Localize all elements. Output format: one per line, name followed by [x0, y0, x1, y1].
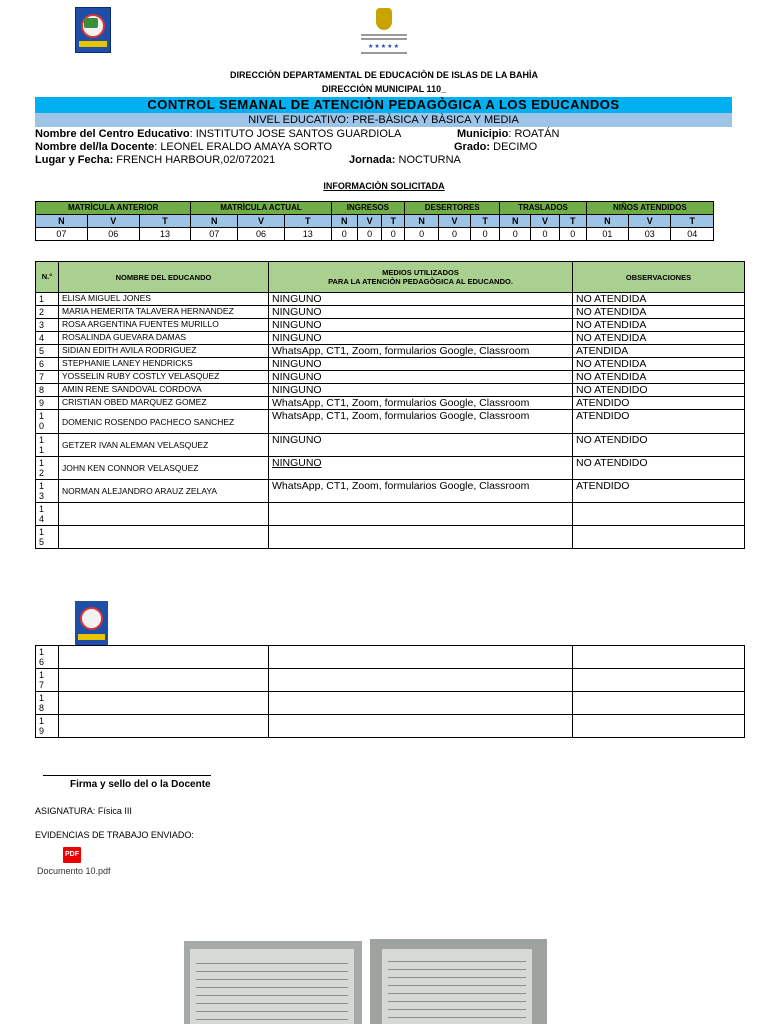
cell-med	[269, 692, 573, 715]
table-row	[36, 715, 745, 738]
lugar-line	[35, 154, 275, 167]
cell-name: GETZER IVAN ALEMAN VELASQUEZ	[59, 434, 269, 457]
grado-value: DECIMO	[490, 141, 538, 153]
stats-category: DESERTORES	[405, 202, 500, 215]
table-row	[36, 480, 745, 503]
left-emblem-logo	[75, 7, 111, 53]
students-table-header	[36, 262, 745, 293]
cell-num: 8	[36, 384, 59, 397]
stats-category: MATRÌCULA ANTERIOR	[36, 202, 191, 215]
signature-label: Firma y sello del o la Docente	[70, 779, 211, 790]
jornada-line	[349, 154, 461, 167]
stats-value: 0	[439, 228, 471, 241]
education-level: NIVEL EDUCATIVO: PRE-BÀSICA Y BÀSICA Y MEDIA	[35, 113, 732, 127]
table-row	[36, 293, 745, 306]
stats-subheader: V	[87, 215, 139, 228]
cell-num: 1 2	[36, 457, 59, 480]
cell-med	[269, 715, 573, 738]
cell-name	[59, 715, 269, 738]
table-row	[36, 669, 745, 692]
table-row	[36, 358, 745, 371]
cell-name: JOHN KEN CONNOR VELASQUEZ	[59, 457, 269, 480]
stats-value: 03	[629, 228, 671, 241]
table-row	[36, 397, 745, 410]
stats-subheader: V	[357, 215, 382, 228]
stats-subheader: N	[586, 215, 628, 228]
grado-label: Grado:	[454, 141, 491, 153]
signature-line	[43, 775, 211, 776]
table-row	[36, 319, 745, 332]
centro-line	[35, 128, 401, 141]
jornada-label: Jornada:	[349, 154, 396, 166]
cell-name: ELISA MIGUEL JONES	[59, 293, 269, 306]
cell-obs: NO ATENDIDA	[573, 371, 745, 384]
cell-name	[59, 692, 269, 715]
stats-value: 0	[331, 228, 357, 241]
cell-obs	[573, 646, 745, 669]
stats-value: 0	[470, 228, 499, 241]
municipio-line	[457, 128, 559, 141]
secretaria-seal-logo: ★★★★★	[339, 6, 429, 58]
cell-obs: ATENDIDO	[573, 410, 745, 434]
evidencias-text: EVIDENCIAS DE TRABAJO ENVIADO:	[35, 830, 194, 840]
cell-obs	[573, 715, 745, 738]
stats-subheader: N	[405, 215, 439, 228]
cell-name: STEPHANIE LANEY HENDRICKS	[59, 358, 269, 371]
cell-name	[59, 526, 269, 549]
stats-subheader: T	[559, 215, 586, 228]
cell-name: NORMAN ALEJANDRO ARAUZ ZELAYA	[59, 480, 269, 503]
pdf-filename[interactable]: Documento 10.pdf	[37, 866, 111, 876]
municipio-label: Municipio	[457, 128, 509, 140]
students-table	[35, 261, 745, 549]
table-row	[36, 371, 745, 384]
medios-header-line2: PARA LA ATENCIÒN PEDAGÒGICA AL EDUCANDO.	[328, 277, 513, 286]
cell-obs: NO ATENDIDA	[573, 319, 745, 332]
table-row	[36, 646, 745, 669]
cell-medios	[269, 526, 573, 549]
stats-value: 06	[87, 228, 139, 241]
cell-num: 1 9	[36, 715, 59, 738]
stats-value: 13	[139, 228, 191, 241]
stats-value: 07	[36, 228, 88, 241]
docente-value: : LEONEL ERALDO AMAYA SORTO	[154, 141, 333, 153]
cell-medios: NINGUNO	[269, 306, 573, 319]
cell-obs	[573, 503, 745, 526]
stats-subheader: T	[139, 215, 191, 228]
cell-med	[269, 646, 573, 669]
stats-nvt-row	[36, 215, 714, 228]
stats-value: 07	[191, 228, 238, 241]
stats-subheader: N	[36, 215, 88, 228]
col-name-header: NOMBRE DEL EDUCANDO	[59, 262, 269, 293]
docente-line	[35, 141, 332, 154]
cell-num: 1 0	[36, 410, 59, 434]
stats-value: 0	[559, 228, 586, 241]
cell-num: 1	[36, 293, 59, 306]
department-heading: DIRECCIÒN DEPARTAMENTAL DE EDUCACIÒN DE ISLAS DE LA BAHÌA	[229, 70, 538, 80]
stats-value: 0	[531, 228, 560, 241]
cell-medios: NINGUNO	[269, 358, 573, 371]
centro-value: : INSTITUTO JOSE SANTOS GUARDIOLA	[189, 128, 402, 140]
municipal-heading: DIRECCIÒN MUNICIPAL 110_	[321, 84, 447, 94]
cell-medios: WhatsApp, CT1, Zoom, formularios Google, Classroom	[269, 410, 573, 434]
cell-obs: ATENDIDO	[573, 397, 745, 410]
table-row	[36, 410, 745, 434]
table-row	[36, 434, 745, 457]
cell-name: ROSALINDA GUEVARA DAMAS	[59, 332, 269, 345]
cell-obs: NO ATENDIDA	[573, 358, 745, 371]
stats-subheader: T	[470, 215, 499, 228]
cell-medios: WhatsApp, CT1, Zoom, formularios Google, Classroom	[269, 397, 573, 410]
cell-num: 1 5	[36, 526, 59, 549]
stats-category: INGRESOS	[331, 202, 405, 215]
centro-label: Nombre del Centro Educativo	[35, 128, 190, 140]
col-num-header: N.°	[36, 262, 59, 293]
stats-subheader: N	[191, 215, 238, 228]
cell-name: ROSA ARGENTINA FUENTES MURILLO	[59, 319, 269, 332]
cell-medios: NINGUNO	[269, 457, 573, 480]
evidence-photo-1	[184, 941, 362, 1024]
cell-num: 1 8	[36, 692, 59, 715]
col-medios-header	[269, 262, 573, 293]
jornada-value: NOCTURNA	[395, 154, 461, 166]
cell-num: 1 1	[36, 434, 59, 457]
cell-medios: NINGUNO	[269, 332, 573, 345]
pdf-icon[interactable]: PDF	[63, 847, 81, 863]
students-table-continued	[35, 645, 745, 738]
cell-medios: NINGUNO	[269, 319, 573, 332]
municipio-value: : ROATÁN	[508, 128, 560, 140]
cell-medios: WhatsApp, CT1, Zoom, formularios Google, Classroom	[269, 480, 573, 503]
stats-subheader: V	[439, 215, 471, 228]
cell-name: YOSSELIN RUBY COSTLY VELASQUEZ	[59, 371, 269, 384]
stats-category: NIÑOS ATENDIDOS	[586, 202, 713, 215]
stats-category-row	[36, 202, 714, 215]
stats-value: 0	[357, 228, 382, 241]
cell-med	[269, 669, 573, 692]
stats-subheader: T	[284, 215, 331, 228]
table-row	[36, 332, 745, 345]
stats-subheader: T	[382, 215, 405, 228]
cell-obs: NO ATENDIDA	[573, 332, 745, 345]
stats-value: 0	[500, 228, 531, 241]
cell-num: 1 6	[36, 646, 59, 669]
cell-name: MARIA HEMERITA TALAVERA HERNANDEZ	[59, 306, 269, 319]
stats-category: MATRÌCULA ACTUAL	[191, 202, 331, 215]
docente-label: Nombre del/la Docente	[35, 141, 155, 153]
cell-num: 6	[36, 358, 59, 371]
cell-obs	[573, 669, 745, 692]
cell-name	[59, 646, 269, 669]
cell-num: 1 4	[36, 503, 59, 526]
enrollment-stats-table	[35, 201, 714, 241]
cell-medios: NINGUNO	[269, 434, 573, 457]
emblem-logo-page2	[75, 601, 108, 645]
cell-obs: NO ATENDIDA	[573, 306, 745, 319]
cell-num: 5	[36, 345, 59, 358]
cell-obs: NO ATENDIDA	[573, 293, 745, 306]
cell-medios: NINGUNO	[269, 371, 573, 384]
lugar-label: Lugar y Fecha:	[35, 154, 114, 166]
evidence-photo-2	[370, 939, 547, 1024]
table-row	[36, 384, 745, 397]
cell-num: 1 3	[36, 480, 59, 503]
table-row	[36, 457, 745, 480]
stats-subheader: V	[238, 215, 285, 228]
cell-obs: NO ATENDIDO	[573, 384, 745, 397]
stats-value: 01	[586, 228, 628, 241]
cell-obs: ATENDIDO	[573, 480, 745, 503]
cell-obs	[573, 692, 745, 715]
stats-category: TRASLADOS	[500, 202, 586, 215]
stats-subheader: V	[629, 215, 671, 228]
cell-name	[59, 669, 269, 692]
table-row	[36, 692, 745, 715]
stats-value: 0	[382, 228, 405, 241]
medios-header-line1: MEDIOS UTILIZADOS	[382, 268, 459, 277]
cell-num: 9	[36, 397, 59, 410]
cell-name: CRISTIAN OBED MARQUEZ GOMEZ	[59, 397, 269, 410]
table-row	[36, 503, 745, 526]
table-row	[36, 526, 745, 549]
document-title: CONTROL SEMANAL DE ATENCIÒN PEDAGÒGICA A LOS EDUCANDOS	[35, 97, 732, 113]
stats-heading: INFORMACIÒN SOLICITADA	[323, 181, 445, 191]
cell-obs: NO ATENDIDO	[573, 434, 745, 457]
cell-name: SIDIAN EDITH AVILA RODRIGUEZ	[59, 345, 269, 358]
table-row	[36, 306, 745, 319]
stats-subheader: N	[331, 215, 357, 228]
cell-name: AMIN RENE SANDOVAL CORDOVA	[59, 384, 269, 397]
col-obs-header: OBSERVACIONES	[573, 262, 745, 293]
cell-num: 4	[36, 332, 59, 345]
grado-line	[454, 141, 537, 154]
cell-medios	[269, 503, 573, 526]
cell-medios: NINGUNO	[269, 384, 573, 397]
lugar-value: FRENCH HARBOUR,02/072021	[113, 154, 276, 166]
table-row	[36, 345, 745, 358]
stats-values-row	[36, 228, 714, 241]
cell-name	[59, 503, 269, 526]
cell-num: 1 7	[36, 669, 59, 692]
cell-medios: WhatsApp, CT1, Zoom, formularios Google, Classroom	[269, 345, 573, 358]
cell-obs	[573, 526, 745, 549]
cell-num: 3	[36, 319, 59, 332]
asignatura-text: ASIGNATURA: Física III	[35, 806, 132, 816]
stats-value: 04	[671, 228, 714, 241]
cell-obs: ATENDIDA	[573, 345, 745, 358]
cell-num: 7	[36, 371, 59, 384]
stats-value: 13	[284, 228, 331, 241]
cell-obs: NO ATENDIDO	[573, 457, 745, 480]
cell-medios: NINGUNO	[269, 293, 573, 306]
stats-subheader: T	[671, 215, 714, 228]
cell-name: DOMENIC ROSENDO PACHECO SANCHEZ	[59, 410, 269, 434]
stats-value: 06	[238, 228, 285, 241]
stats-subheader: V	[531, 215, 560, 228]
stats-value: 0	[405, 228, 439, 241]
stats-subheader: N	[500, 215, 531, 228]
cell-num: 2	[36, 306, 59, 319]
